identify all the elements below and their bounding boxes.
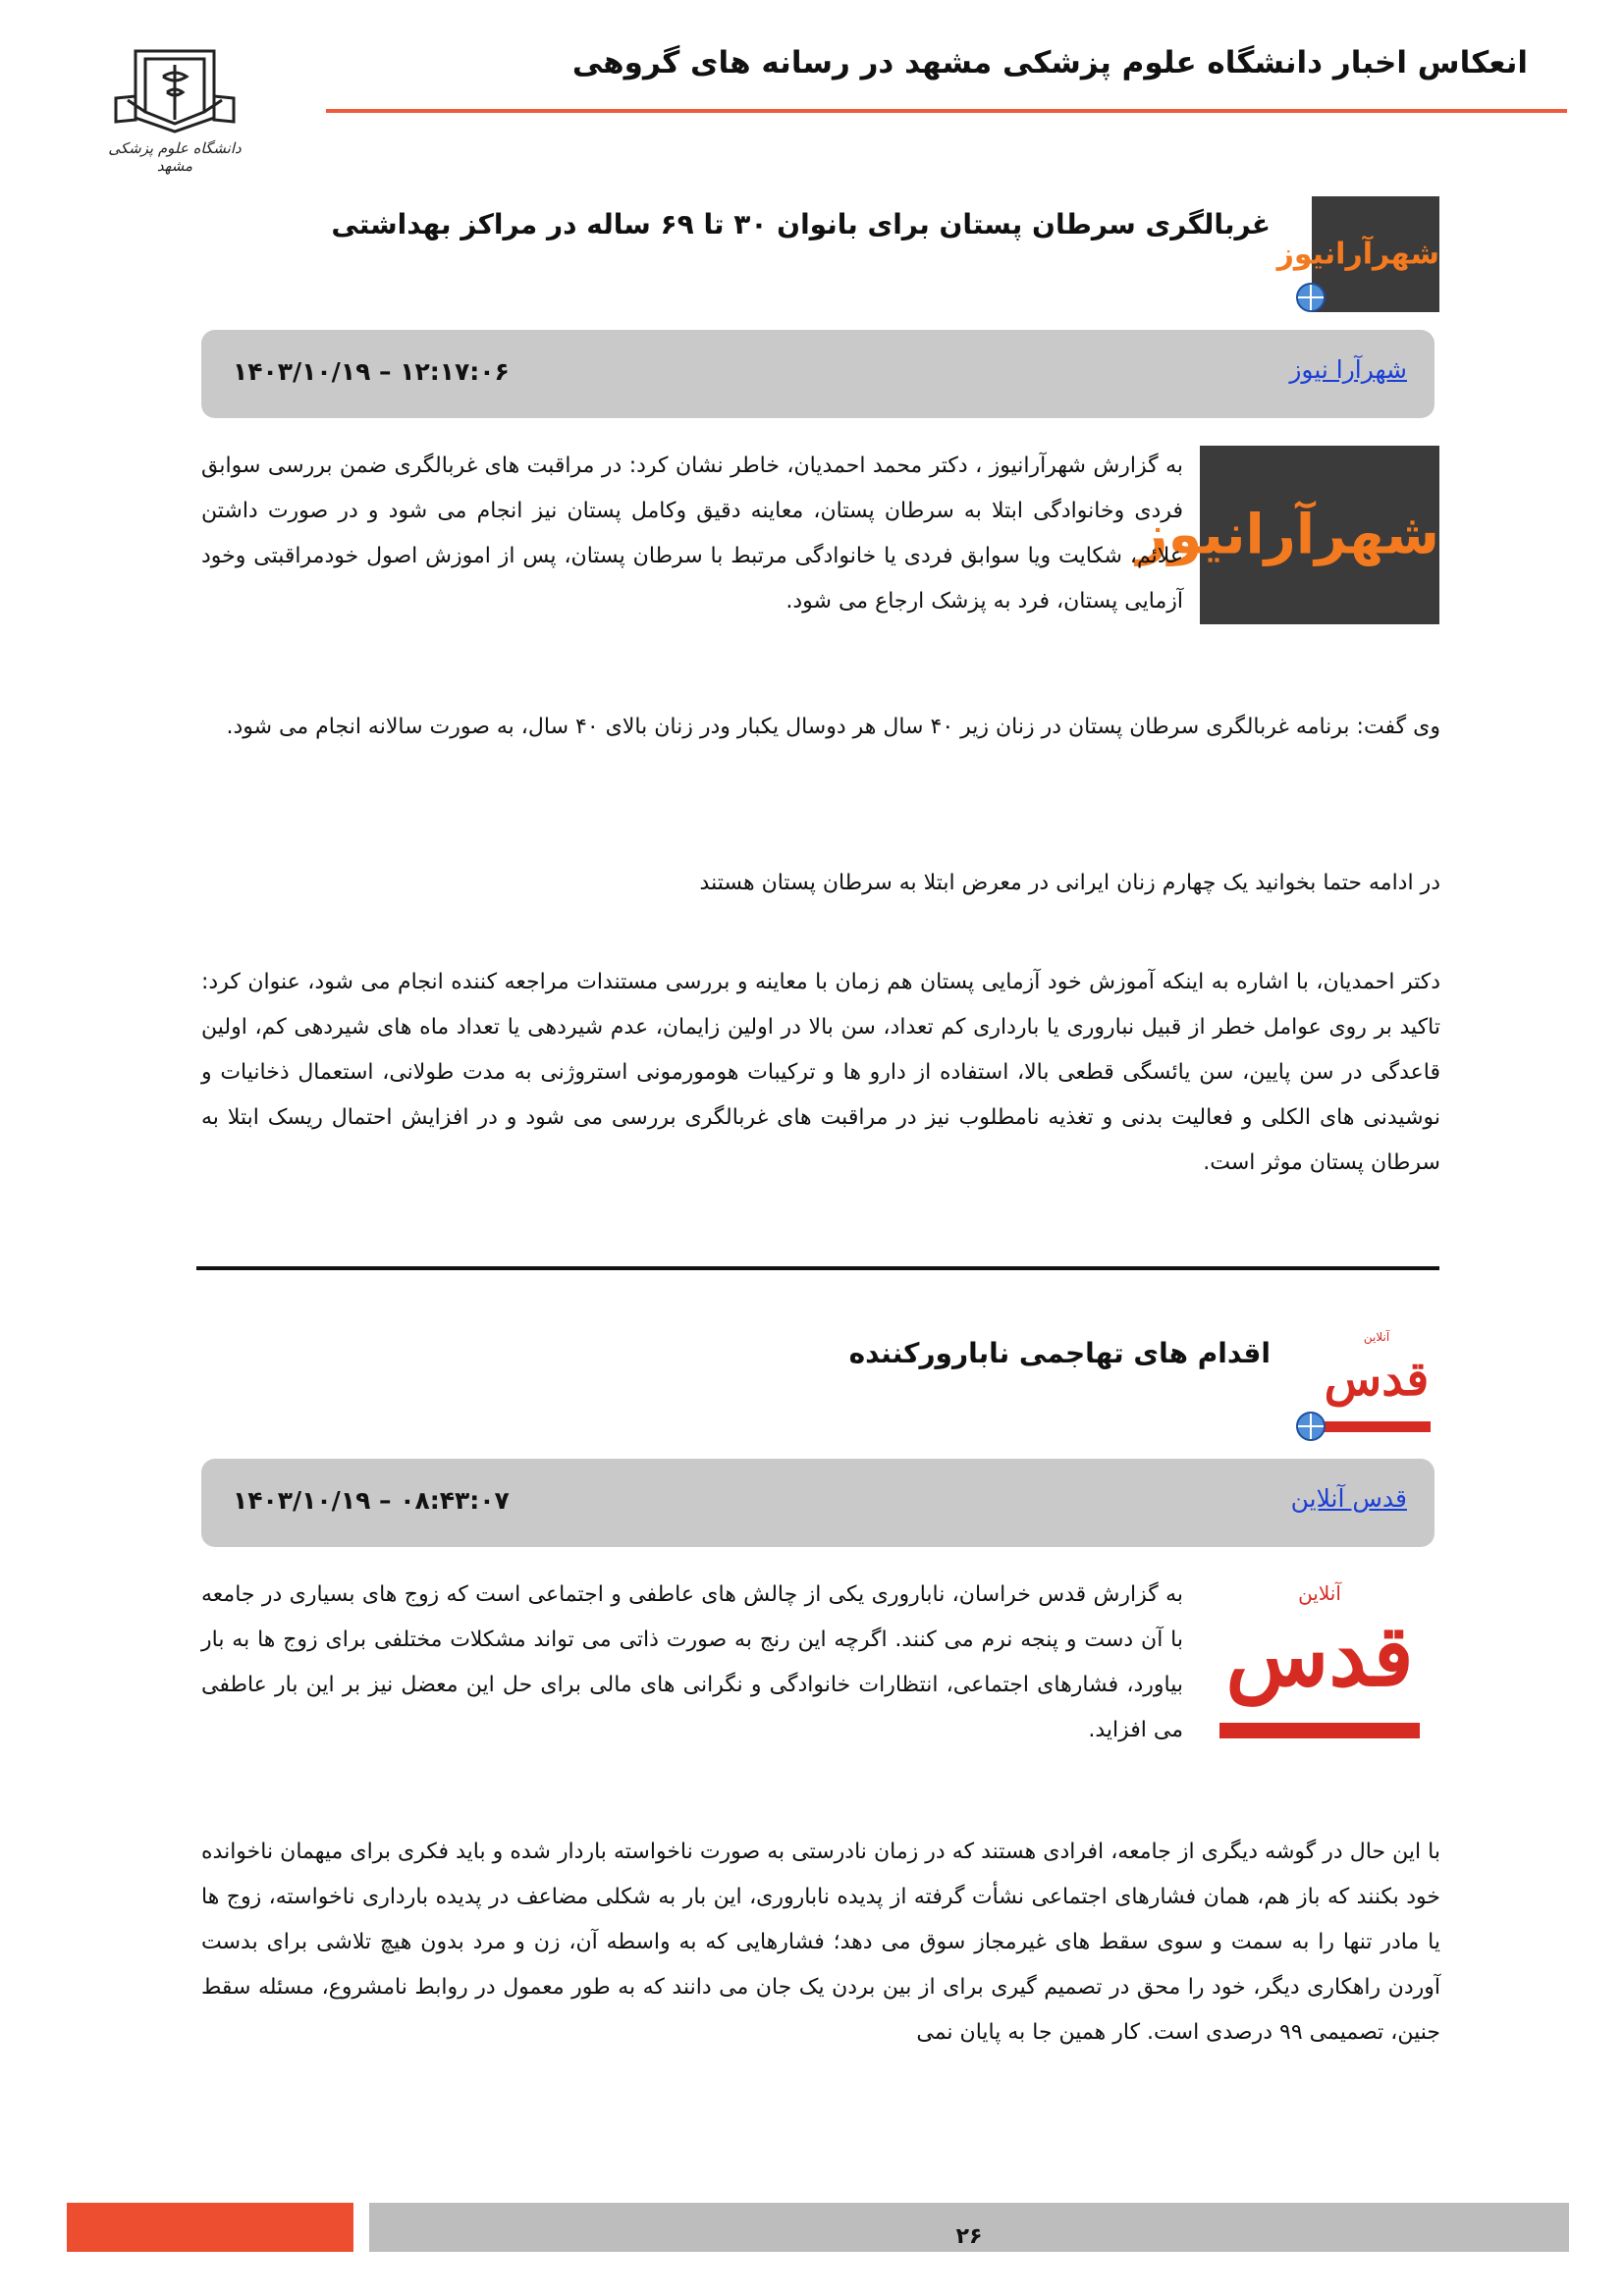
publish-datetime: ۱۴۰۳/۱۰/۱۹ – ۱۲:۱۷:۰۶ — [233, 357, 510, 386]
globe-icon — [1296, 283, 1326, 312]
thumbnail-wordmark: شهرآرانیوز — [1136, 503, 1439, 567]
logo-bar — [1323, 1421, 1432, 1432]
article-paragraph: وی گفت: برنامه غربالگری سرطان پستان در زنان زیر ۴۰ سال هر دوسال یکبار ودر زنان بالای ۴۰ سال، به صورت سالانه انجام می شود. — [226, 715, 1440, 739]
article-thumbnail — [1200, 1571, 1439, 1749]
logo-wordmark: قدس — [1324, 1351, 1430, 1407]
source-link[interactable]: شهرآرا نیوز — [1289, 355, 1407, 384]
qods-online-logo — [1312, 1323, 1441, 1439]
logo-subtitle: آنلاین — [1363, 1330, 1390, 1345]
article-paragraph: با این حال در گوشه دیگری از جامعه، افرادی هستند که در زمان نادرستی به صورت ناخواسته باردار شده و باید فکری برای میهمان ناخوانده خود بکنند که باز هم، همان فشارهای اجتماعی نشأت گرفته از پدیده ناباروری، این بار به شکلی مضاعف در پدیده بارداری ناخواسته، زوج ها یا مادر تنها را به سمت و سوی سقط های غیرمجاز سوق می دهد؛ فشارهایی که به واسطه آن، زن و مرد بدون هیچ تلاشی برای بدست آوردن راهکاری دیگر، خود را محق در تصمیم گیری برای از بین بردن یک جان می دانند که به طور معمول در روابط نامشروع، مسئله سقط جنین، تصمیمی ۹۹ درصدی است. کار همین جا به پایان نمی — [201, 1840, 1440, 2045]
header-divider — [326, 109, 1567, 113]
article-meta-bar — [201, 330, 1435, 418]
shahrara-news-logo — [1276, 196, 1439, 312]
article-meta-bar — [201, 1459, 1435, 1547]
article-headline: اقدام های تهاجمی نابارورکننده — [848, 1337, 1271, 1369]
logo-wordmark: شهرآرانیوز — [1276, 237, 1439, 272]
thumbnail-subtitle: آنلاین — [1298, 1580, 1341, 1605]
university-logo-caption: دانشگاه علوم پزشکی مشهد — [108, 139, 242, 175]
article-paragraph: دکتر احمدیان، با اشاره به اینکه آموزش خود آزمایی پستان هم زمان با معاینه و بررسی مستندات مراجعه کننده انجام می شود، عنوان کرد: تاکید بر روی عوامل خطر از قبیل نباروری یا بارداری کم تعداد، سن بالا در اولین زایمان، عدم شیردهی یا تعداد ماه های شیردهی کم، اولین قاعدگی در سن پایین، سن یائسگی قطعی بالا، استفاده از دارو ها و ترکیبات هومورمونی استروژنی به مدت طولانی، استعمال ذخانیات و نوشیدنی های الکلی و فعالیت بدنی و تغذیه نامطلوب نیز در مراقبت های غربالگری بررسی می شود و در افزایش احتمال ریسک ابتلا به سرطان پستان موثر است. — [201, 970, 1440, 1175]
globe-icon — [1296, 1412, 1326, 1441]
article-paragraph: به گزارش شهرآرانیوز ، دکتر محمد احمدیان، خاطر نشان کرد: در مراقبت های غربالگری ضمن بررسی سوابق فردی وخانوادگی ابتلا به سرطان پستان، معاینه دقیق وکامل پستان نیز انجام می شود و در صورت داشتن علائم، شکایت ویا سوابق فردی یا خانوادگی مرتبط با سرطان پستان، پس از اموزش اصول خودمراقبتی وخود آزمایی پستان، فرد به پزشک ارجاع می شود. — [201, 454, 1183, 614]
page-header-title: انعکاس اخبار دانشگاه علوم پزشکی مشهد در رسانه های گروهی — [571, 45, 1528, 80]
article-paragraph: به گزارش قدس خراسان، ناباروری یکی از چالش های عاطفی و اجتماعی است که زوج های بسیاری در جامعه با آن دست و پنجه نرم می کنند. اگرچه این رنج به صورت ذاتی می تواند مشکلات مختلفی برای زوج ها به بار بیاورد، فشارهای اجتماعی، انتظارات خانوادگی و نگرانی های مالی برای حل این معضل نیز بر این بار عاطفی می افزاید. — [201, 1582, 1183, 1742]
thumbnail-bar — [1219, 1723, 1421, 1738]
page-number: ۲۶ — [955, 2224, 983, 2249]
article-thumbnail — [1136, 446, 1439, 624]
article-divider — [196, 1266, 1439, 1270]
article-headline: غربالگری سرطان پستان برای بانوان ۳۰ تا ۶۹ ساله در مراکز بهداشتی — [331, 208, 1271, 240]
footer-accent-bar — [67, 2203, 353, 2252]
publish-datetime: ۱۴۰۳/۱۰/۱۹ – ۰۸:۴۳:۰۷ — [233, 1486, 510, 1515]
related-link-paragraph: در ادامه حتما بخوانید یک چهارم زنان ایرانی در معرض ابتلا به سرطان پستان هستند — [699, 871, 1440, 895]
thumbnail-wordmark: قدس — [1225, 1606, 1414, 1706]
source-link[interactable]: قدس آنلاین — [1290, 1484, 1407, 1513]
university-emblem-icon — [106, 41, 244, 139]
